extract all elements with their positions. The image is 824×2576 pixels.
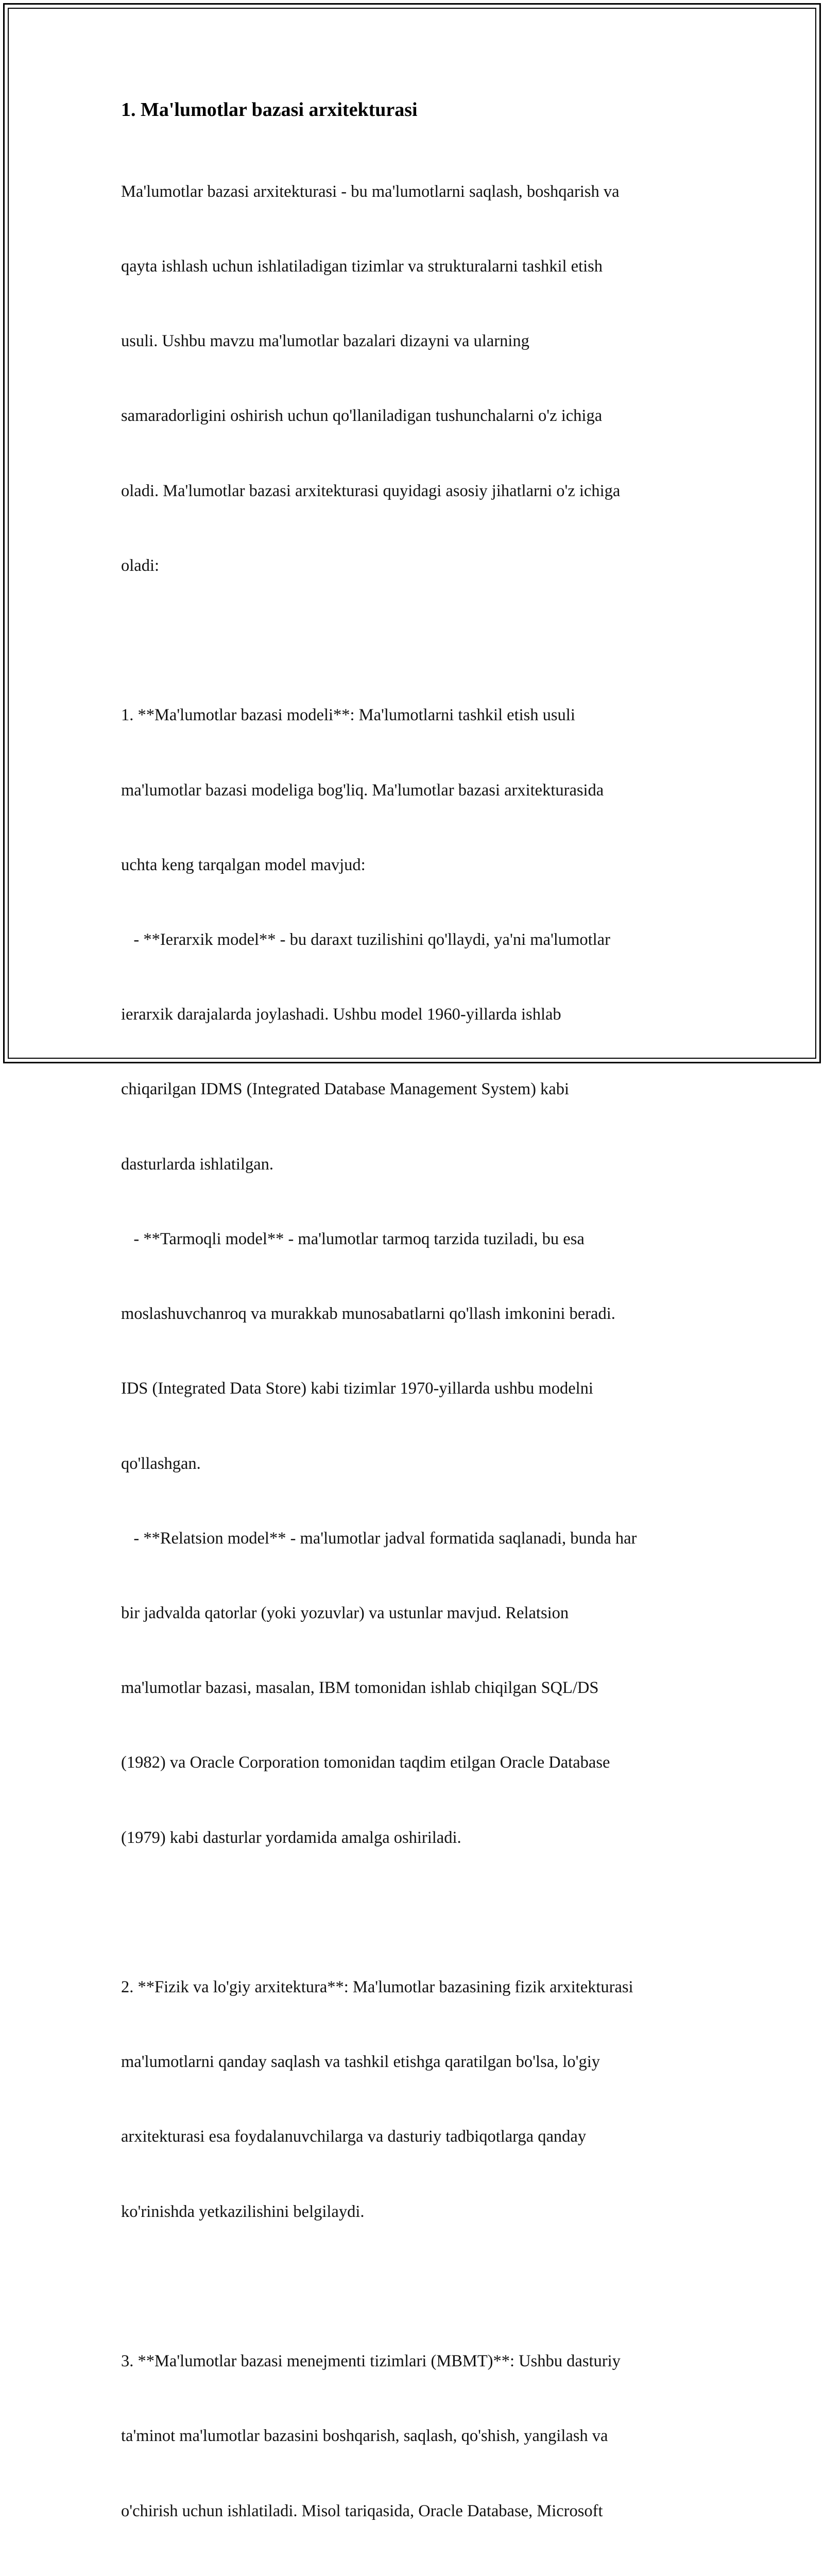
text-line: chiqarilgan IDMS (Integrated Database Management System) kabi [121,1080,569,1099]
text-line: usuli. Ushbu mavzu ma'lumotlar bazalari dizayni va ularning [121,332,529,351]
text-line: qayta ishlash uchun ishlatiladigan tizimlar va strukturalarni tashkil etish [121,257,603,276]
text-line: moslashuvchanroq va murakkab munosabatlarni qo'llash imkonini beradi. [121,1304,615,1324]
section-heading: 1. Ma'lumotlar bazasi arxitekturasi [121,99,418,121]
blank-line [121,2274,708,2299]
document-body [121,95,708,2576]
text-line [121,2573,708,2576]
text-line: IDS (Integrated Data Store) kabi tizimlar 1970-yillarda ushbu modelni [121,1379,593,1398]
blank-line [121,1900,708,1925]
text-line: ta'minot ma'lumotlar bazasini boshqarish, saqlash, qo'shish, yangilash va [121,2427,608,2446]
text-line: - **Tarmoqli model** - ma'lumotlar tarmoq tarzida tuziladi, bu esa [121,1229,585,1248]
text-line: - **Relatsion model** - ma'lumotlar jadval formatida saqlanadi, bunda har [121,1529,637,1548]
text-line: qo'llashgan. [121,1454,201,1473]
text-line: 2. **Fizik va lo'giy arxitektura**: Ma'lumotlar bazasining fizik arxitekturasi [121,1978,633,1997]
text-line: uchta keng tarqalgan model mavjud: [121,855,366,874]
text-line: bir jadvalda qatorlar (yoki yozuvlar) va ustunlar mavjud. Relatsion [121,1603,569,1622]
text-line: (1979) kabi dasturlar yordamida amalga oshiriladi. [121,1828,461,1847]
text-line: ma'lumotlar bazasi, masalan, IBM tomonidan ishlab chiqilgan SQL/DS [121,1679,599,1698]
text-line: o'chirish uchun ishlatiladi. Misol tariqasida, Oracle Database, Microsoft [121,2501,603,2520]
text-line: ko'rinishda yetkazilishini belgilaydi. [121,2202,365,2221]
text-line: Ma'lumotlar bazasi arxitekturasi - bu ma'lumotlarni saqlash, boshqarish va [121,182,620,201]
text-line: oladi: [121,556,160,575]
text-line: 1. **Ma'lumotlar bazasi modeli**: Ma'lumotlarni tashkil etish usuli [121,706,575,725]
text-line: ierarxik darajalarda joylashadi. Ushbu model 1960-yillarda ishlab [121,1005,561,1024]
text-line: (1982) va Oracle Corporation tomonidan taqdim etilgan Oracle Database [121,1753,610,1772]
text-line: oladi. Ma'lumotlar bazasi arxitekturasi quyidagi asosiy jihatlarni o'z ichiga [121,481,621,500]
text-line: dasturlarda ishlatilgan. [121,1155,274,1174]
text-line: ma'lumotlar bazasi modeliga bog'liq. Ma'lumotlar bazasi arxitekturasida [121,781,604,800]
text-line: arxitekturasi esa foydalanuvchilarga va dasturiy tadbiqotlarga qanday [121,2127,587,2146]
text-line: ma'lumotlarni qanday saqlash va tashkil etishga qaratilgan bo'lsa, lo'giy [121,2053,600,2072]
document-text [121,129,708,2576]
blank-line [121,628,708,653]
text-line: - **Ierarxik model** - bu daraxt tuzilishini qo'llaydi, ya'ni ma'lumotlar [121,930,610,949]
text-line: 3. **Ma'lumotlar bazasi menejmenti tizimlari (MBMT)**: Ushbu dasturiy [121,2352,621,2371]
text-line: samaradorligini oshirish uchun qo'llaniladigan tushunchalarni o'z ichiga [121,406,603,426]
